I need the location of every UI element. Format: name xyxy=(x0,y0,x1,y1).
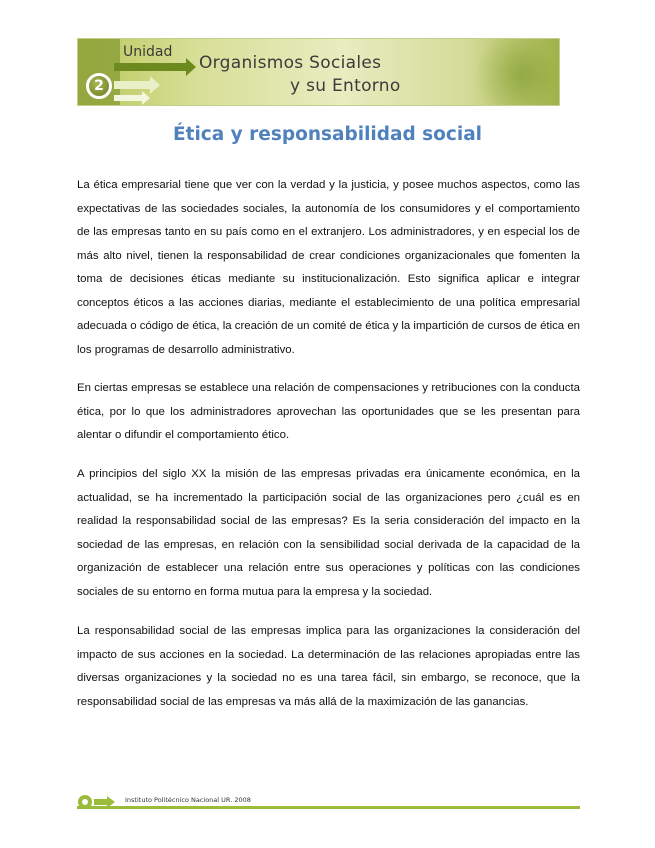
paragraph-1: La ética empresarial tiene que ver con la verdad y la justicia, y posee muchos aspectos, como las expectativas de las sociedades sociales, la autonomía de los consumidores y el comportamiento de las empresas tanto en su país como en el extranjero. Los administradores, y en especial los de más alto nivel, tienen la responsabilidad de crear condiciones organizacionales que fomenten la toma de decisiones éticas mediante su institucionalización. Esto significa aplicar e integrar conceptos éticos a las acciones diarias, mediante el establecimiento de una política empresarial adecuada o código de ética, la creación de un comité de ética y la impartición de cursos de ética en los programas de desarrollo administrativo. xyxy=(77,179,580,356)
unit-number-badge: 2 xyxy=(86,73,112,99)
unit-header-banner xyxy=(77,38,560,106)
globe-icon xyxy=(475,38,560,106)
paragraph-3: A principios del siglo XX la misión de las empresas privadas era únicamente económica, en la actualidad, se ha incrementado la participación social de las organizaciones pero ¿cuál es en realidad la responsabilidad social de las empresas? Es la seria consideración del impacto en la sociedad de las empresas, en relación con la sensibilidad social derivada de la capacidad de la organización de establecer una relación entre sus operaciones y políticas con las condiciones sociales de su entorno en forma mutua para la empresa y la sociedad. xyxy=(77,468,580,598)
footer-divider xyxy=(77,806,580,809)
footer-text: Instituto Politécnico Nacional UR. 2008 xyxy=(125,796,251,804)
banner-title-line2: y su Entorno xyxy=(290,76,401,96)
page-title: Ética y responsabilidad social xyxy=(172,124,483,145)
unit-label: Unidad xyxy=(123,44,173,60)
paragraph-2: En ciertas empresas se establece una relación de compensaciones y retribuciones con la conducta ética, por lo que los administradores aprovechan las oportunidades que se les presentan para alentar o difundir el comportamiento ético. xyxy=(77,382,580,441)
paragraph-4: La responsabilidad social de las empresas implica para las organizaciones la consideración del impacto de sus acciones en la sociedad. La determinación de las relaciones apropiadas entre las diversas organizaciones y la sociedad no es una tarea fácil, sin embargo, se reconoce, que la responsabilidad social de las empresas va más allá de la maximización de las ganancias. xyxy=(77,625,580,708)
banner-title-line1: Organismos Sociales xyxy=(199,53,382,73)
